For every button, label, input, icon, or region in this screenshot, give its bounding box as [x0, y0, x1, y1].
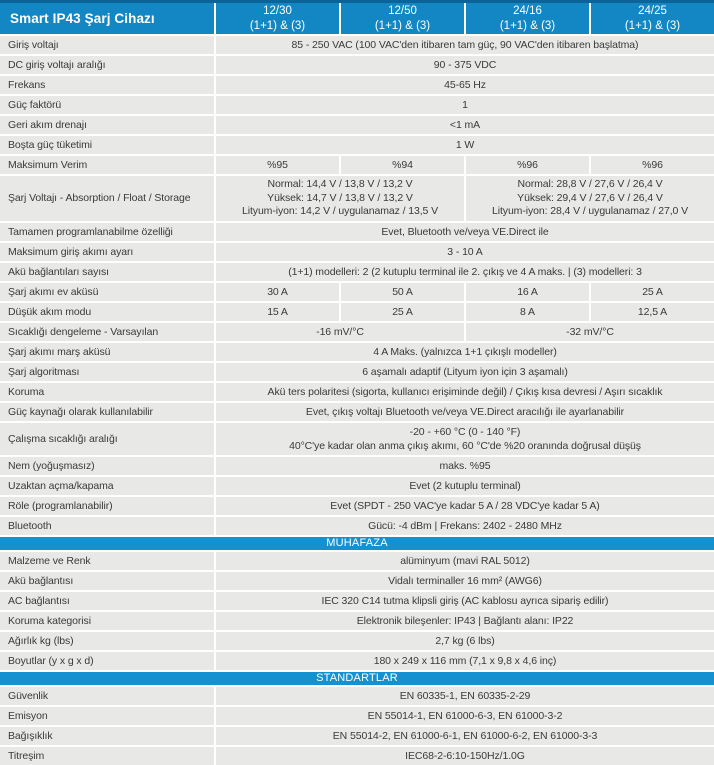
row-label: Şarj akımı ev aküsü — [0, 282, 215, 302]
row-value: Evet (2 kutuplu terminal) — [215, 476, 714, 496]
row-value: 30 A — [215, 282, 340, 302]
model-variant: (1+1) & (3) — [249, 19, 306, 32]
row-value: alüminyum (mavi RAL 5012) — [215, 551, 714, 571]
row-value: Vidalı terminaller 16 mm² (AWG6) — [215, 571, 714, 591]
row-label: Uzaktan açma/kapama — [0, 476, 215, 496]
spec-row — [0, 651, 714, 671]
row-value: 2,7 kg (6 lbs) — [215, 631, 714, 651]
row-value: 16 A — [465, 282, 590, 302]
row-label: Sıcaklığı dengeleme - Varsayılan — [0, 322, 215, 342]
row-value: -32 mV/°C — [465, 322, 714, 342]
model-name: 24/16 — [513, 5, 542, 17]
spec-row — [0, 282, 714, 302]
row-value: (1+1) modelleri: 2 (2 kutuplu terminal ile 2. çıkış ve 4 A maks. | (3) modelleri: 3 — [215, 262, 714, 282]
value-line: Yüksek: 29,4 V / 27,6 V / 26,4 V — [517, 191, 663, 204]
row-value: IEC 320 C14 tutma klipsli giriş (AC kablosu ayrıca sipariş edilir) — [215, 591, 714, 611]
section-header: STANDARTLAR — [0, 671, 714, 686]
section-header: MUHAFAZA — [0, 536, 714, 551]
value-line: -20 - +60 °C (0 - 140 °F) — [409, 425, 521, 438]
row-label: Emisyon — [0, 706, 215, 726]
page-title: Smart IP43 Şarj Cihazı — [0, 2, 215, 36]
row-label: Koruma — [0, 382, 215, 402]
row-label: Giriş voltajı — [0, 35, 215, 55]
column-header-12-50 — [340, 2, 465, 36]
spec-row — [0, 322, 714, 342]
section-row — [0, 536, 714, 551]
row-label: Tamamen programlanabilme özelliği — [0, 222, 215, 242]
model-variant: (1+1) & (3) — [624, 19, 681, 32]
row-value — [465, 175, 714, 222]
row-value: %94 — [340, 155, 465, 175]
spec-row — [0, 726, 714, 746]
row-value: 45-65 Hz — [215, 75, 714, 95]
spec-row — [0, 571, 714, 591]
row-value: 4 A Maks. (yalnızca 1+1 çıkışlı modeller) — [215, 342, 714, 362]
row-label: Akü bağlantısı — [0, 571, 215, 591]
model-name: 12/50 — [388, 5, 417, 17]
row-value: 12,5 A — [590, 302, 714, 322]
spec-row — [0, 746, 714, 765]
model-name: 12/30 — [263, 5, 292, 17]
row-label: Şarj algoritması — [0, 362, 215, 382]
row-value: 50 A — [340, 282, 465, 302]
row-value — [215, 422, 714, 456]
row-label: Bağışıklık — [0, 726, 215, 746]
value-line: 40°C'ye kadar olan anma çıkış akımı, 60 °C'de %20 oranında doğrusal düşüş — [289, 439, 641, 452]
spec-row — [0, 55, 714, 75]
spec-row — [0, 631, 714, 651]
row-value: IEC68-2-6:10-150Hz/1.0G — [215, 746, 714, 765]
spec-row — [0, 35, 714, 55]
model-variant: (1+1) & (3) — [374, 19, 431, 32]
value-line: Lityum-iyon: 14,2 V / uygulanamaz / 13,5 V — [242, 205, 438, 217]
section-row — [0, 671, 714, 686]
row-label: Düşük akım modu — [0, 302, 215, 322]
row-value: %96 — [465, 155, 590, 175]
row-label: Çalışma sıcaklığı aralığı — [0, 422, 215, 456]
row-label: Güvenlik — [0, 686, 215, 706]
spec-row — [0, 382, 714, 402]
row-label: Röle (programlanabilir) — [0, 496, 215, 516]
row-value: EN 55014-2, EN 61000-6-1, EN 61000-6-2, EN 61000-3-3 — [215, 726, 714, 746]
spec-row — [0, 115, 714, 135]
row-value: 90 - 375 VDC — [215, 55, 714, 75]
row-value: 25 A — [340, 302, 465, 322]
spec-row — [0, 302, 714, 322]
spec-row — [0, 686, 714, 706]
row-value: 1 — [215, 95, 714, 115]
column-header-24-16 — [465, 2, 590, 36]
row-value: 8 A — [465, 302, 590, 322]
model-variant: (1+1) & (3) — [499, 19, 556, 32]
spec-row — [0, 362, 714, 382]
row-label: Ağırlık kg (lbs) — [0, 631, 215, 651]
row-value: 3 - 10 A — [215, 242, 714, 262]
row-label: Güç kaynağı olarak kullanılabilir — [0, 402, 215, 422]
spec-row — [0, 75, 714, 95]
row-label: Akü bağlantıları sayısı — [0, 262, 215, 282]
row-label: Şarj akımı marş aküsü — [0, 342, 215, 362]
row-value: Evet, çıkış voltajı Bluetooth ve/veya VE.Direct aracılığı ile ayarlanabilir — [215, 402, 714, 422]
row-value: 85 - 250 VAC (100 VAC'den itibaren tam güç, 90 VAC'den itibaren başlatma) — [215, 35, 714, 55]
value-line: Lityum-iyon: 28,4 V / uygulanamaz / 27,0 V — [492, 205, 688, 217]
row-value: 15 A — [215, 302, 340, 322]
value-line: Normal: 14,4 V / 13,8 V / 13,2 V — [267, 178, 413, 190]
row-label: Güç faktörü — [0, 95, 215, 115]
spec-row — [0, 262, 714, 282]
spec-row — [0, 611, 714, 631]
row-value: maks. %95 — [215, 456, 714, 476]
spec-row — [0, 516, 714, 536]
row-label: Malzeme ve Renk — [0, 551, 215, 571]
column-header-24-25 — [590, 2, 714, 36]
row-label: Koruma kategorisi — [0, 611, 215, 631]
row-label: Bluetooth — [0, 516, 215, 536]
row-label: Nem (yoğuşmasız) — [0, 456, 215, 476]
row-label: Maksimum Verim — [0, 155, 215, 175]
value-line: Yüksek: 14,7 V / 13,8 V / 13,2 V — [267, 191, 413, 204]
spec-row — [0, 422, 714, 456]
row-label: Boşta güç tüketimi — [0, 135, 215, 155]
row-label: AC bağlantısı — [0, 591, 215, 611]
row-value: -16 mV/°C — [215, 322, 465, 342]
spec-row — [0, 402, 714, 422]
row-value: 180 x 249 x 116 mm (7,1 x 9,8 x 4,6 inç) — [215, 651, 714, 671]
row-label: Geri akım drenajı — [0, 115, 215, 135]
row-label: Frekans — [0, 75, 215, 95]
table-header-row — [0, 2, 714, 36]
row-value: EN 60335-1, EN 60335-2-29 — [215, 686, 714, 706]
spec-row — [0, 476, 714, 496]
row-label: Boyutlar (y x g x d) — [0, 651, 215, 671]
column-header-12-30 — [215, 2, 340, 36]
spec-row — [0, 496, 714, 516]
row-label: Maksimum giriş akımı ayarı — [0, 242, 215, 262]
value-line: Normal: 28,8 V / 27,6 V / 26,4 V — [517, 178, 663, 190]
row-value: Gücü: -4 dBm | Frekans: 2402 - 2480 MHz — [215, 516, 714, 536]
row-value — [215, 175, 465, 222]
row-value: <1 mA — [215, 115, 714, 135]
spec-row — [0, 242, 714, 262]
row-value: Elektronik bileşenler: IP43 | Bağlantı alanı: IP22 — [215, 611, 714, 631]
spec-row — [0, 706, 714, 726]
spec-row — [0, 551, 714, 571]
spec-row — [0, 591, 714, 611]
row-value: 25 A — [590, 282, 714, 302]
spec-row — [0, 155, 714, 175]
spec-row — [0, 222, 714, 242]
row-value: Evet (SPDT - 250 VAC'ye kadar 5 A / 28 VDC'ye kadar 5 A) — [215, 496, 714, 516]
row-label: Şarj Voltajı - Absorption / Float / Storage — [0, 175, 215, 222]
row-label: DC giriş voltajı aralığı — [0, 55, 215, 75]
spec-row — [0, 175, 714, 222]
row-value: EN 55014-1, EN 61000-6-3, EN 61000-3-2 — [215, 706, 714, 726]
row-value: 1 W — [215, 135, 714, 155]
row-value: Evet, Bluetooth ve/veya VE.Direct ile — [215, 222, 714, 242]
row-value: 6 aşamalı adaptif (Lityum iyon için 3 aşamalı) — [215, 362, 714, 382]
spec-row — [0, 342, 714, 362]
row-value: %96 — [590, 155, 714, 175]
row-value: Akü ters polaritesi (sigorta, kullanıcı erişiminde değil) / Çıkış kısa devresi / Aşırı sıcaklık — [215, 382, 714, 402]
spec-row — [0, 95, 714, 115]
row-label: Titreşim — [0, 746, 215, 765]
spec-row — [0, 456, 714, 476]
row-value: %95 — [215, 155, 340, 175]
model-name: 24/25 — [638, 5, 667, 17]
spec-row — [0, 135, 714, 155]
